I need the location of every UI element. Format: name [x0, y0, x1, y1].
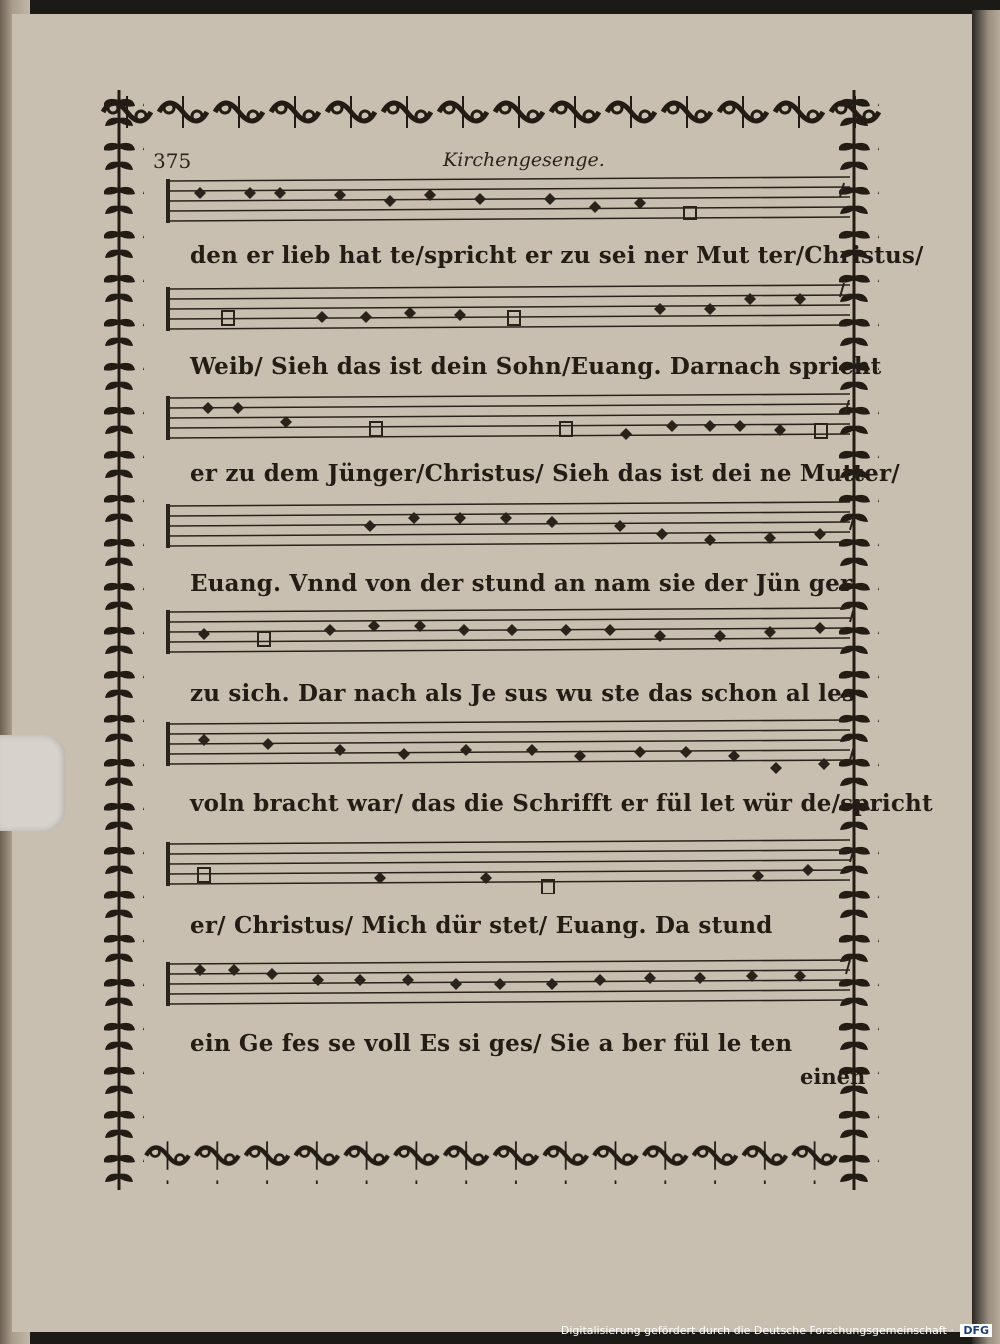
music-staff-7	[160, 838, 860, 894]
running-header	[153, 145, 843, 179]
music-staff-2	[160, 283, 860, 339]
border-left	[99, 90, 149, 1190]
lyric-line-2: Weib/ Sieh das ist dein Sohn/Euang. Darnach spricht	[190, 353, 882, 380]
music-staff-4	[160, 500, 860, 556]
running-title: Kirchengesenge.	[443, 149, 605, 171]
lyric-line-4: Euang. Vnnd von der stund an nam sie der Jün ger	[190, 570, 853, 597]
lyric-line-5: zu sich. Dar nach als Je sus wu ste das schon al les	[190, 680, 856, 707]
music-staff-8	[160, 958, 860, 1014]
lyric-line-1: den er lieb hat te/spricht er zu sei ner Mut ter/Christus/	[190, 242, 924, 269]
music-staff-1	[160, 175, 860, 231]
lyric-line-7: er/ Christus/ Mich dür stet/ Euang. Da stund	[190, 912, 773, 939]
catchword: einen	[800, 1064, 866, 1089]
digitization-credit: Digitalisierung gefördert durch die Deutsche Forschungsgemeinschaft · DFG	[561, 1324, 992, 1340]
border-top	[99, 90, 884, 138]
dfg-logo: DFG	[960, 1324, 992, 1337]
music-staff-3	[160, 392, 860, 448]
page-number: 375	[153, 149, 192, 173]
music-staff-6	[160, 718, 860, 774]
lyric-line-8: ein Ge fes se voll Es si ges/ Sie a ber fül le ten	[190, 1030, 793, 1057]
credit-text: Digitalisierung gefördert durch die Deutsche Forschungsgemeinschaft	[560, 1324, 947, 1337]
music-staff-5	[160, 606, 860, 662]
border-bottom	[99, 1136, 884, 1184]
lyric-line-6: voln bracht war/ das die Schrifft er fül let wür de/spricht	[190, 790, 933, 817]
lyric-line-3: er zu dem Jünger/Christus/ Sieh das ist dei ne Mutter/	[190, 460, 900, 487]
